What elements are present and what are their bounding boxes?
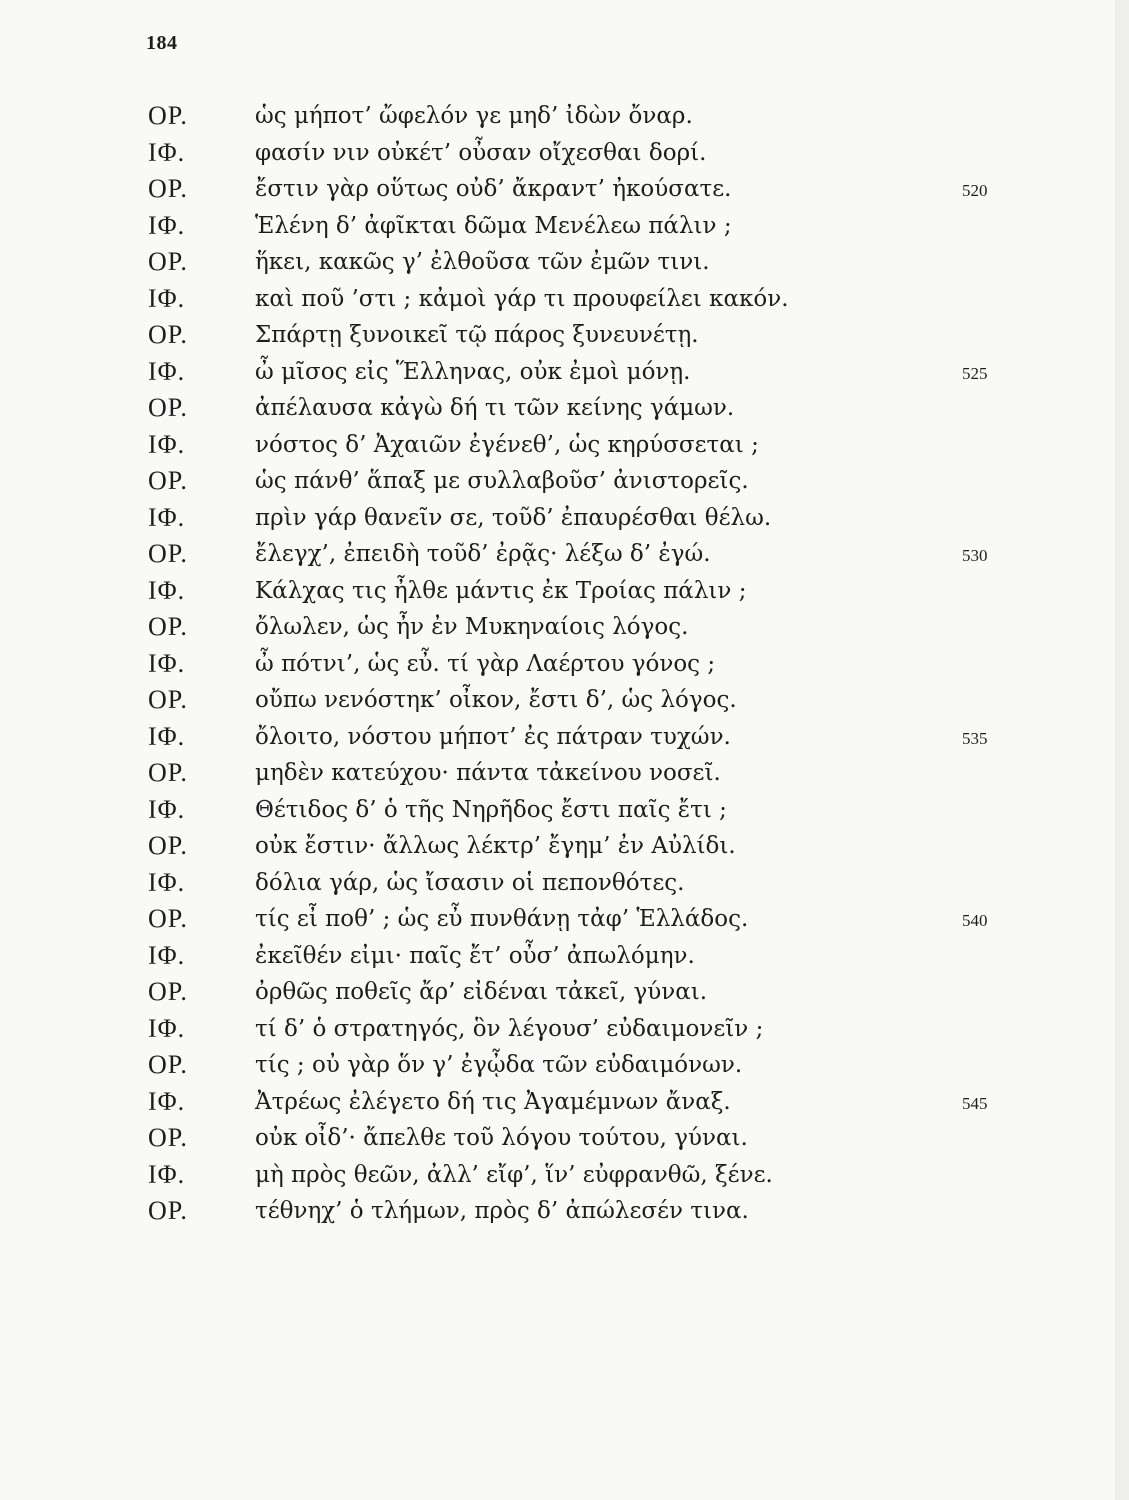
verse-line: [0, 281, 1129, 318]
verse-line: [0, 974, 1129, 1011]
verse-line: [0, 427, 1129, 464]
verse-text: ἀπέλαυσα κἀγὼ δή τι τῶν κείνης γάμων.: [255, 395, 735, 421]
verse-line: [0, 755, 1129, 792]
verse-line: [0, 719, 1129, 756]
verse-line: [0, 646, 1129, 683]
verse-line: [0, 390, 1129, 427]
verse-text: Ἑλένη δ’ ἀφῖκται δῶμα Μενέλεω πάλιν ;: [255, 212, 732, 239]
verse-line: [0, 98, 1129, 135]
speaker-label: ΟΡ.: [148, 685, 188, 714]
verse-text: φασίν νιν οὐκέτ’ οὖσαν οἴχεσθαι δορί.: [255, 139, 707, 166]
verse-line: [0, 865, 1129, 902]
speaker-label: ΟΡ.: [148, 612, 188, 641]
verse-line: [0, 1084, 1129, 1121]
verse-line: [0, 1047, 1129, 1084]
verse-text: δόλια γάρ, ὡς ἴσασιν οἱ πεπονθότες.: [255, 869, 685, 896]
verse-line: [0, 573, 1129, 610]
verse-line: [0, 901, 1129, 938]
speaker-label: ΙΦ.: [148, 502, 186, 532]
verse-text: Σπάρτῃ ξυνοικεῖ τῷ πάρος ξυνευνέτῃ.: [255, 322, 699, 348]
verse-text: μηδὲν κατεύχου· πάντα τἀκείνου νοσεῖ.: [255, 760, 721, 786]
speaker-label: ΙΦ.: [148, 794, 186, 824]
verse-text: Κάλχας τις ἦλθε μάντις ἐκ Τροίας πάλιν ;: [255, 577, 747, 604]
speaker-label: ΙΦ.: [148, 210, 186, 240]
verse-text: τί δ’ ὁ στρατηγός, ὃν λέγουσ’ εὐδαιμονεῖν ;: [255, 1015, 764, 1042]
speaker-label: ΙΦ.: [148, 1159, 186, 1189]
verse-line: [0, 1157, 1129, 1194]
speaker-label: ΙΦ.: [148, 1086, 186, 1116]
verse-line: [0, 682, 1129, 719]
speaker-label: ΙΦ.: [148, 283, 186, 313]
speaker-label: ΟΡ.: [148, 174, 188, 203]
verse-text: ἔλεγχ’, ἐπειδὴ τοῦδ’ ἐρᾷς· λέξω δ’ ἐγώ.: [255, 541, 711, 567]
verse-text: οὐκ οἶδ’· ἄπελθε τοῦ λόγου τούτου, γύναι.: [255, 1125, 748, 1151]
verse-text: Ἀτρέως ἐλέγετο δή τις Ἀγαμέμνων ἄναξ.: [255, 1088, 731, 1115]
verse-text: ὡς μήποτ’ ὤφελόν γε μηδ’ ἰδὼν ὄναρ.: [255, 103, 693, 129]
verse-line: [0, 244, 1129, 281]
verse-line: [0, 171, 1129, 208]
speaker-label: ΟΡ.: [148, 1050, 188, 1079]
speaker-label: ΟΡ.: [148, 320, 188, 349]
speaker-label: ΟΡ.: [148, 758, 188, 787]
verse-lines: [0, 98, 1129, 1230]
verse-text: ἐκεῖθέν εἰμι· παῖς ἔτ’ οὖσ’ ἀπωλόμην.: [255, 942, 695, 969]
speaker-label: ΙΦ.: [148, 721, 186, 751]
line-number: 545: [962, 1093, 988, 1113]
speaker-label: ΙΦ.: [148, 429, 186, 459]
speaker-label: ΟΡ.: [148, 1123, 188, 1152]
verse-line: [0, 938, 1129, 975]
speaker-label: ΙΦ.: [148, 137, 186, 167]
verse-text: οὐκ ἔστιν· ἄλλως λέκτρ’ ἔγημ’ ἐν Αὐλίδι.: [255, 833, 736, 859]
verse-text: ὀρθῶς ποθεῖς ἄρ’ εἰδέναι τἀκεῖ, γύναι.: [255, 979, 708, 1005]
speaker-label: ΙΦ.: [148, 1013, 186, 1043]
speaker-label: ΙΦ.: [148, 940, 186, 970]
verse-text: τέθνηχ’ ὁ τλήμων, πρὸς δ’ ἀπώλεσέν τινα.: [255, 1198, 749, 1224]
verse-text: Θέτιδος δ’ ὁ τῆς Νηρῆδος ἔστι παῖς ἔτι ;: [255, 796, 727, 823]
verse-line: [0, 536, 1129, 573]
line-number: 540: [962, 911, 988, 930]
verse-line: [0, 1011, 1129, 1048]
speaker-label: ΙΦ.: [148, 648, 186, 678]
line-number: 535: [962, 728, 988, 748]
verse-line: [0, 135, 1129, 172]
verse-text: ἥκει, κακῶς γ’ ἐλθοῦσα τῶν ἐμῶν τινι.: [255, 249, 710, 275]
verse-text: ὦ μῖσος εἰς Ἕλληνας, οὐκ ἐμοὶ μόνῃ.: [255, 358, 691, 385]
verse-text: μὴ πρὸς θεῶν, ἀλλ’ εἴφ’, ἵν’ εὐφρανθῶ, ξένε.: [255, 1161, 773, 1188]
verse-line: [0, 317, 1129, 354]
speaker-label: ΟΡ.: [148, 466, 188, 495]
line-number: 520: [962, 181, 988, 200]
speaker-label: ΟΡ.: [148, 1196, 188, 1225]
speaker-label: ΟΡ.: [148, 904, 188, 933]
verse-text: ἔστιν γὰρ οὕτως οὐδ’ ἄκραντ’ ἠκούσατε.: [255, 176, 732, 202]
speaker-label: ΟΡ.: [148, 393, 188, 422]
speaker-label: ΟΡ.: [148, 831, 188, 860]
line-number: 525: [962, 363, 988, 383]
line-number: 530: [962, 546, 988, 565]
speaker-label: ΙΦ.: [148, 356, 186, 386]
verse-text: οὔπω νενόστηκ’ οἶκον, ἔστι δ’, ὡς λόγος.: [255, 687, 737, 713]
verse-text: νόστος δ’ Ἀχαιῶν ἐγένεθ’, ὡς κηρύσσεται ;: [255, 431, 759, 458]
speaker-label: ΟΡ.: [148, 247, 188, 276]
verse-text: τίς ; οὐ γὰρ ὅν γ’ ἐγᾦδα τῶν εὐδαιμόνων.: [255, 1052, 743, 1078]
verse-text: ὄλωλεν, ὡς ἦν ἐν Μυκηναίοις λόγος.: [255, 614, 689, 640]
verse-line: [0, 609, 1129, 646]
verse-line: [0, 463, 1129, 500]
speaker-label: ΟΡ.: [148, 977, 188, 1006]
speaker-label: ΟΡ.: [148, 539, 188, 568]
verse-line: [0, 500, 1129, 537]
speaker-label: ΙΦ.: [148, 575, 186, 605]
verse-line: [0, 792, 1129, 829]
verse-text: καὶ ποῦ ’στι ; κἀμοὶ γάρ τι προυφείλει κακόν.: [255, 285, 789, 312]
verse-text: πρὶν γάρ θανεῖν σε, τοῦδ’ ἐπαυρέσθαι θέλω.: [255, 504, 772, 531]
verse-text: ὄλοιτο, νόστου μήποτ’ ἐς πάτραν τυχών.: [255, 723, 731, 750]
verse-text: τίς εἶ ποθ’ ; ὡς εὖ πυνθάνῃ τἀφ’ Ἑλλάδος.: [255, 906, 749, 932]
verse-line: [0, 1120, 1129, 1157]
page-number: 184: [146, 32, 178, 54]
verse-line: [0, 208, 1129, 245]
speaker-label: ΟΡ.: [148, 101, 188, 130]
verse-text: ὦ πότνι’, ὡς εὖ. τί γὰρ Λαέρτου γόνος ;: [255, 650, 716, 677]
verse-line: [0, 828, 1129, 865]
verse-text: ὡς πάνθ’ ἅπαξ με συλλαβοῦσ’ ἀνιστορεῖς.: [255, 468, 749, 494]
verse-line: [0, 1193, 1129, 1230]
speaker-label: ΙΦ.: [148, 867, 186, 897]
verse-line: [0, 354, 1129, 391]
